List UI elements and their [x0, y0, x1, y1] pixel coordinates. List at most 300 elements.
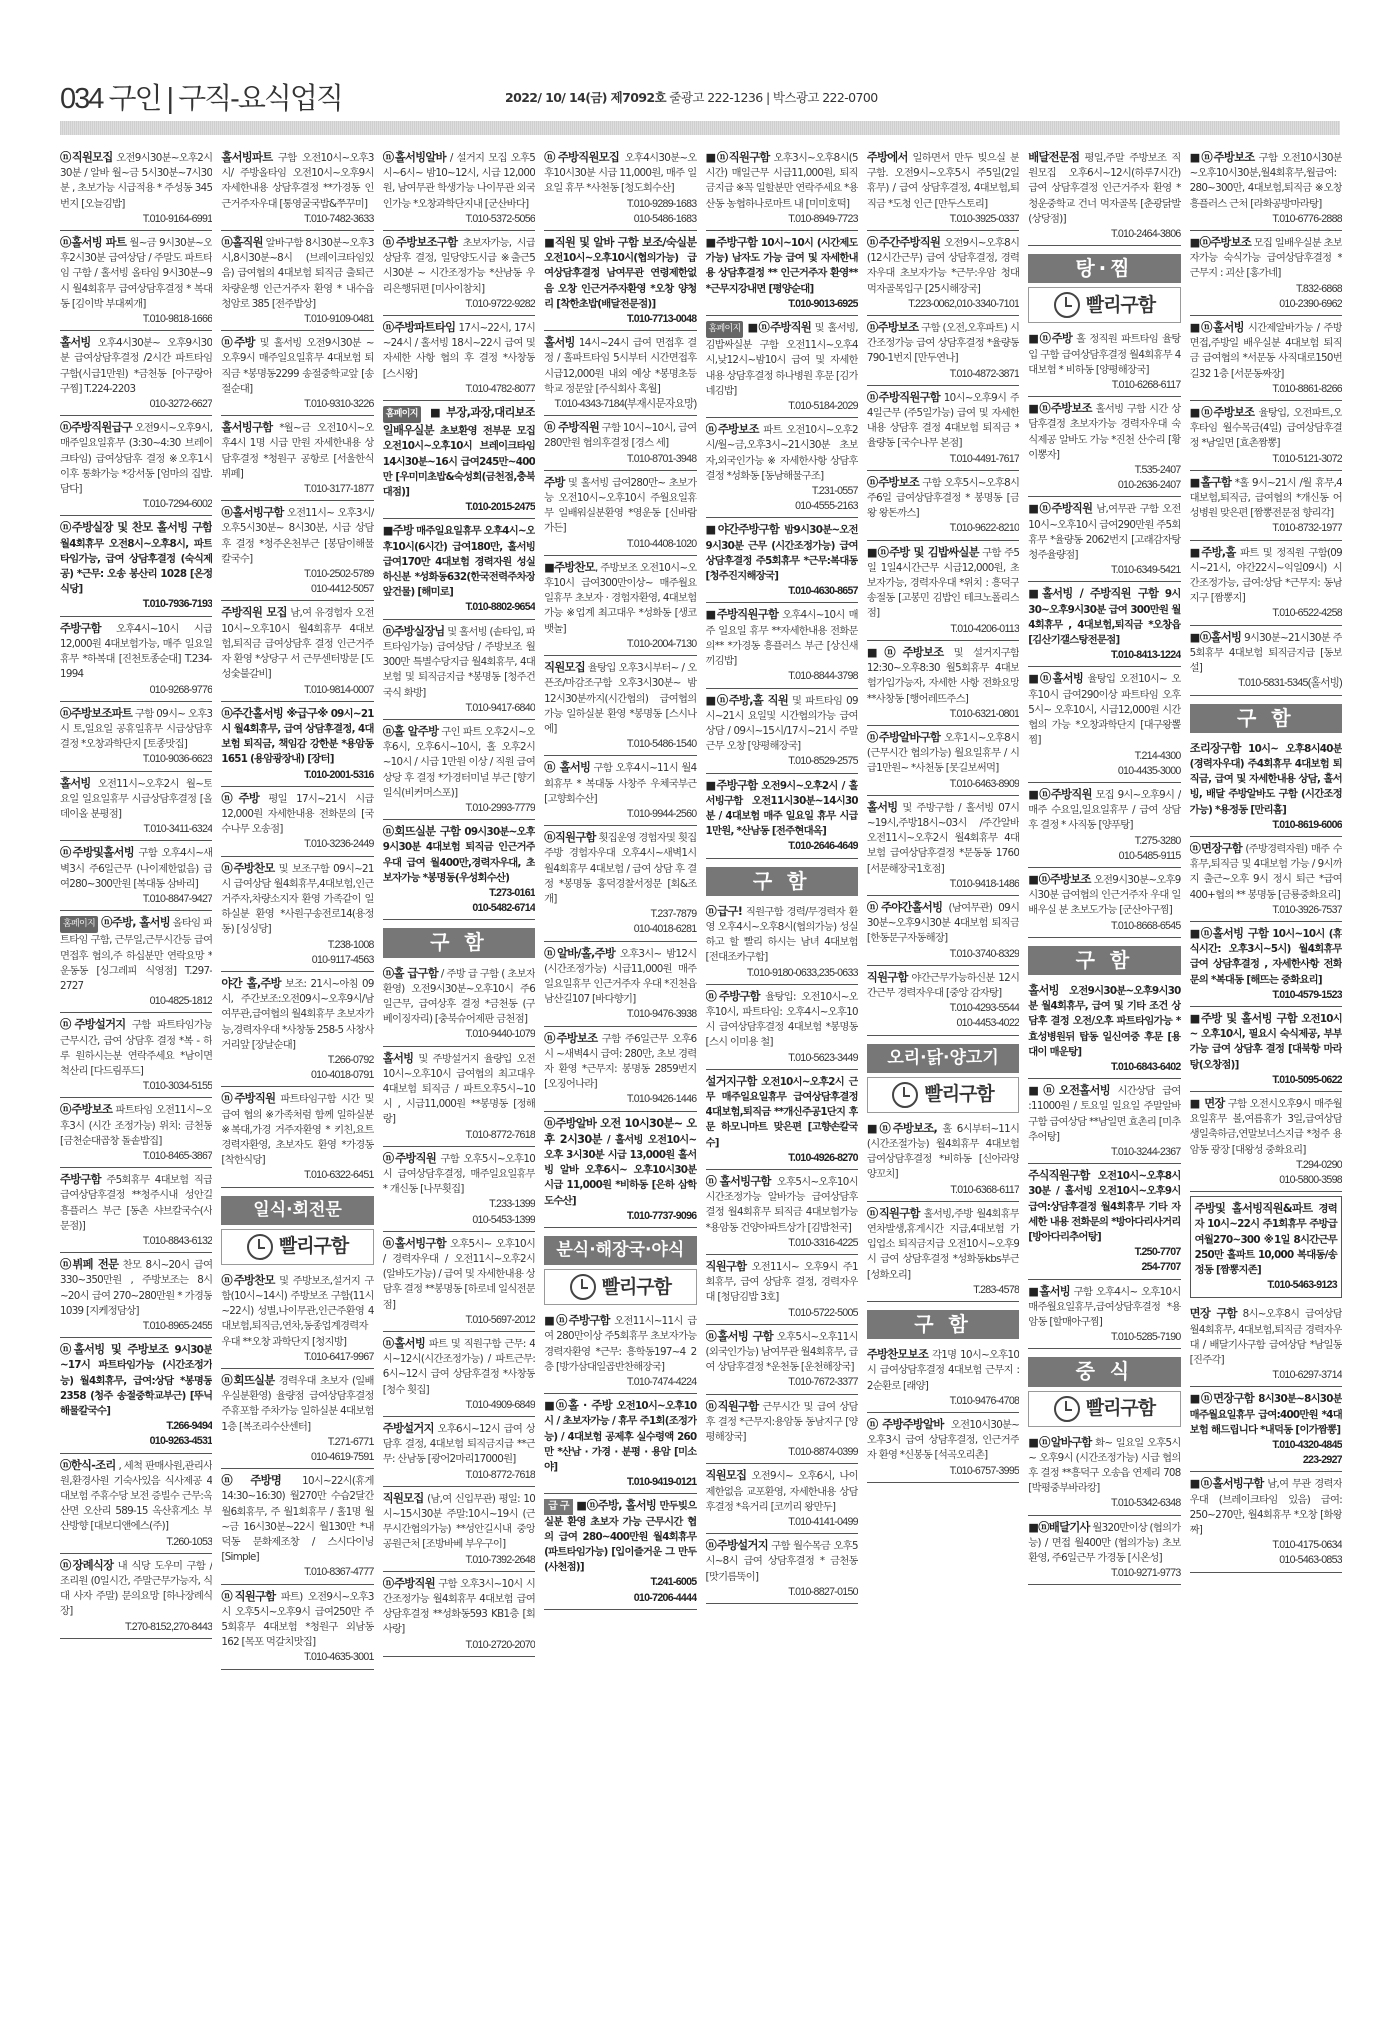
listing-title: ■홀서빙 / 주방직원 구함	[1028, 587, 1159, 601]
listing-phone: T.010-6321-0801	[949, 707, 1020, 720]
listing-details: 남,여 무관 경력자 우대 (브레이크타임 있음) 급여: 250~270만, 월4회휴무 *오창 [화왕짜]	[1189, 1478, 1342, 1537]
listing-details: 경력자 10시~22시 주1회휴무 주방급여월270~300 ※1일 8시간근무 250만 홀파트 10,000 복대동/송정동 [짬뽕지존]	[1194, 1203, 1337, 1276]
listing-title: ■ⓝ배달기사	[1028, 1520, 1090, 1534]
job-listing	[60, 516, 212, 616]
listing-body	[1028, 872, 1180, 919]
listing-phone: T.010-5095-0622	[1272, 1073, 1342, 1086]
listing-details: 및 보조구함 09시~21시 급여상담 월4회휴무,4대보험,인근거주자,차량소지자 환영 가족같이 일하실분 환영 *사원구송전로14(용정동) [싱싱당]	[221, 862, 374, 936]
listing-details: 및 홀서빙 급여280만~ 초보가능 오전10시~오후10시 주월요일휴무 일배워실분환영 *영운동 [신바람가든]	[544, 476, 697, 535]
listing-title: ■ⓝ홀서빙	[1189, 321, 1244, 335]
listing-details: 월320만이상 (협의가능) / 면접 월400만 (협의가능) 초보환영, 주6일근무 가경동 [시온성]	[1028, 1521, 1181, 1565]
listing-title: ⓝ회뜨실분	[221, 1374, 275, 1388]
job-listing	[1028, 397, 1180, 497]
listing-body	[706, 1538, 858, 1585]
listing-phone: T.010-9109-0481	[304, 313, 374, 326]
listing-details: 오전10시~오후2시 근무 매주일요일휴무 급여상담후결정 4대보험,퇴직금 **개신주공1단지 후문 하모니마트 맞은편 [고향손칼국수]	[705, 1075, 858, 1149]
listing-title: ■직원 및 알바 구함 보조/숙실분	[544, 236, 697, 250]
listing-phone: T.010-9418-1486	[949, 877, 1020, 890]
listing-details: 구함 오후3시~10시 시간조정가능 월4회휴무 4대보험 급여 상담후결정 **성화동593 KB1층 [회사랑]	[382, 1577, 536, 1636]
listing-title: ⓝ주방, 홀서빙	[100, 916, 170, 930]
listing-body	[867, 1347, 1019, 1394]
listing-phone: T.010-4926-8270	[788, 1151, 858, 1164]
listing-phone: T.010-3244-2367	[1111, 1145, 1181, 1158]
listing-title: ■ⓝ주방보조	[1189, 406, 1255, 420]
listing-phone: 010-3272-6627	[149, 398, 213, 411]
job-listing	[544, 416, 696, 471]
listing-phone: T.273-0161	[489, 886, 536, 899]
listing-body	[383, 235, 535, 297]
listing-phone: 254-7707	[1141, 1261, 1181, 1274]
listing-phone: T.241-6005	[650, 1576, 697, 1589]
listing-phone: T.010-4579-1523	[1272, 988, 1342, 1001]
listing-title: 직원모집	[544, 661, 585, 675]
listing-details: 오후4시30분~오후10시30분 시급 11,000원, 매주 일요일 휴무 *사천동 [청도회수산]	[544, 152, 697, 195]
clock-icon	[1054, 1396, 1080, 1422]
listing-body	[60, 235, 212, 312]
listing-details: 시간제알바가능 / 주방면접,주방일 배우실분 4대보험 퇴직금 급여협의 *서문동 사직대로150번길32 1층 [서문동짜장]	[1189, 322, 1342, 380]
listing-details: 초보환영 전부문 모집 오전10시~오후10시 브레이크타임14시30분~16시 급여245만~400만 [우미미초밥&숙성회(금천점,충북대점)]	[382, 425, 536, 499]
job-listing	[1028, 582, 1180, 667]
listing-body	[60, 1017, 212, 1079]
listing-details: 오전9시~오후2시 / 홀서빙구함 오전11시30분~14시30분 / 4대보험 매주 일요일 휴무 시급1만원, *산남동 [전주현대옥]	[705, 779, 858, 838]
job-listing	[1190, 146, 1342, 231]
job-listing	[60, 1253, 212, 1338]
listing-body	[1190, 405, 1342, 452]
listing-details: 오전10시~오후8시30분 / 홀서빙 오전10시~오후9시 급여:상담후결정 월4회휴무 기타 자세한 내용 전화문의 *방아다리사거리 [방아다리추어탕]	[1028, 1170, 1181, 1243]
listing-title: ■ⓝ면장구함	[1189, 1392, 1254, 1406]
listing-phone: T.010-3411-6324	[143, 823, 213, 836]
listing-body	[867, 150, 1019, 212]
listing-title: ■ 면장	[1189, 1096, 1225, 1110]
listing-details: 파트 및 정직원 구함(09시~21시, 야간22시~익일09시) 시간조정가능, 급여:상담 *근무지: 동남지구 [짬뽕지]	[1189, 546, 1342, 605]
listing-phone: T.010-5342-6348	[1111, 1497, 1181, 1510]
listing-body	[60, 520, 212, 597]
listing-details: 알바구함 8시30분~오후3시,8시30분~8시 (브레이크타임있음) 급여협의 4대보험 퇴직금 출퇴근차량운행 인근거주자 환영 * 내수읍 청암로 385 [전주밥상]	[221, 237, 374, 310]
listing-phone: T.250-7707	[1134, 1246, 1181, 1259]
listing-body	[1190, 1476, 1342, 1538]
job-listing	[867, 231, 1019, 316]
listing-details: 및 홀서빙 (솥타입, 파트타임가능) 급여상담 / 주방보조 월300만 특별수당지급 월4회휴무, 4대보험 및 퇴직금지급 *봉명동 [청주건국식 화방]	[382, 625, 536, 699]
listing-title: ⓝ주야간홀서빙	[866, 900, 943, 914]
listing-body	[544, 235, 696, 312]
listing-details: 오후5시~ 오후10시 / 경력자우대 / 오전11시~오후2시(알바도가능) / 급여 및 자세한내용 상담후 결정 **봉명동 [하로네 일식전문점]	[382, 1237, 536, 1311]
listing-phone: T.010-9180-0633,235-0633	[746, 966, 858, 979]
listing-body	[706, 693, 858, 755]
listing-phone: T.260-1053	[166, 1535, 213, 1548]
listing-title: ■주방구함	[705, 236, 758, 250]
listing-body	[221, 505, 373, 567]
job-listing	[706, 1070, 858, 1170]
listing-phone: T.010-6417-9967	[304, 1350, 374, 1363]
listing-title: ⓝ주방찬모	[221, 1273, 275, 1287]
listing-phone: T.010-5372-5056	[465, 212, 536, 225]
listing-details: 구함 오전10시30분~오후10시30분,월4회휴무,월급여: 280~300만, 4대보험,퇴직금 ※오창 흥플러스 근처 [라화공방마라탕]	[1189, 152, 1342, 210]
listing-phone: T.214-4300	[1134, 749, 1181, 762]
listing-title: ■ⓝ주방보조	[1189, 236, 1252, 250]
listing-body	[706, 522, 858, 584]
listing-details: 오전11시~11시 급여 280만이상 주5회휴무 초보자가능 경력자환영 *근무: 흥학동197~4 2층 [방가삼대일곱반찬해장국]	[544, 1315, 697, 1373]
job-listing	[383, 1147, 535, 1232]
listing-phone: T.010-5285-7190	[1111, 1331, 1181, 1344]
listing-body	[706, 1174, 858, 1236]
listing-body	[867, 390, 1019, 452]
listing-title: 직원구함	[705, 1260, 747, 1273]
listing-title: ■주방 및 홀서빙 구함	[1189, 1011, 1297, 1025]
listing-details: 오전10시30분~ 오후3시 급여 상담후결정, 인근거주자 환영 *신봉동 [석곡오리촌]	[866, 1419, 1020, 1462]
listing-phone: T.010-4635-3001	[304, 1651, 374, 1664]
listing-body	[867, 475, 1019, 522]
listing-phone: T.010-7737-9096	[626, 1209, 697, 1222]
listing-details: 구함 파트타임가능 근무시간, 급여 상담후 결정 *복 - 하루 원하시는분 연락주세요 *남이면 척산리 [다드림푸드]	[60, 1019, 213, 1077]
listing-details: 구함 주6일근무 오후6시 ~새벽4시 급여: 280만, 초보 경력자 환영 *근무지: 봉명동 2859번지 [오징어나라]	[544, 1032, 697, 1091]
listing-title: ⓝ홀직원	[221, 236, 263, 250]
listing-title: ⓝ면장구함	[1189, 841, 1242, 855]
listing-title: ■ⓝ주방보조,	[866, 1121, 938, 1135]
job-listing	[221, 972, 373, 1087]
listing-title: ⓝ알바/홀,주방	[544, 946, 616, 960]
listing-phone: T.010-9289-1683	[626, 197, 697, 210]
listing-details: 오후4시30분~ 오후9시30분 급여상담후결정 /2시간 파트타임구함(시급1만원) *금천동 [아구랑아구찜] T.224-2203	[60, 337, 213, 395]
classified-column	[221, 146, 373, 2016]
listing-body	[1190, 320, 1342, 382]
job-listing	[383, 519, 535, 619]
category-header: 중 식	[1028, 1357, 1180, 1386]
listing-phone: 010-4825-1812	[149, 995, 213, 1008]
listing-phone: T.010-7672-3377	[788, 1376, 858, 1389]
job-listing	[544, 1309, 696, 1394]
listing-body	[383, 1236, 535, 1313]
listing-phone: T.010-9440-1079	[465, 1028, 536, 1041]
listing-body	[544, 660, 696, 737]
job-listing	[383, 1417, 535, 1487]
listing-title: ⓝ직원구함	[221, 1589, 276, 1603]
job-listing	[544, 1027, 696, 1112]
job-listing	[221, 501, 373, 601]
listing-phone: T.010-8772-7618	[465, 1128, 536, 1141]
listing-title: ⓝ직원모집	[60, 151, 113, 164]
classified-column	[867, 146, 1019, 2016]
listing-phone: T.010-8847-9427	[142, 892, 213, 905]
homepage-badge: 홈페이지	[383, 406, 421, 423]
listing-body	[383, 1421, 535, 1468]
listing-body	[221, 1373, 373, 1435]
listing-phone: T.010-8668-6545	[1111, 919, 1181, 932]
listing-details: 찬모 8시~20시 급여330~350만원 , 주방보조는 8시~20시 급여 270~280만원 * 가경동 1039 [지케정담상]	[60, 1259, 213, 1317]
job-listing	[706, 518, 858, 603]
urgent-hiring-label: 빨리구함	[601, 1275, 672, 1298]
listing-phone: T.010-8802-9654	[465, 601, 536, 614]
job-listing	[1028, 1516, 1180, 1586]
job-listing	[60, 1338, 212, 1453]
listing-details: 오후3시~ 밤12시 (시간조정가능) 시급11,000원 매주일요일휴무 인근거주자 우대 *진천읍 남산길107 [바다향기]	[544, 947, 697, 1006]
listing-title: ⓝ주방	[221, 336, 255, 350]
classifieds-columns	[60, 146, 1342, 2016]
listing-phone: T.010-6297-3714	[1272, 1369, 1342, 1382]
job-listing	[1190, 837, 1342, 922]
listing-phone: T.010-8843-6132	[142, 1235, 213, 1247]
listing-title: ⓝ주간주방직원	[866, 236, 941, 250]
listing-title: 주방구함	[60, 1173, 101, 1187]
listing-details: 시간상담 급여 :11000원 / 토요일 일요일 주말알바구함 급여상담 **남일면 효촌리 [미추추어탕]	[1028, 1085, 1181, 1143]
listing-title: ⓝ주방찬모	[221, 861, 275, 875]
job-listing	[1028, 497, 1180, 582]
listing-body	[1028, 501, 1180, 563]
listing-body	[221, 235, 373, 312]
job-listing	[1028, 667, 1180, 782]
listing-phone: T.010-4909-6849	[465, 1398, 536, 1411]
listing-details: 및 홀서빙,김밥싸실분 구함 오전11시~오후4시,낮12시~밤10시 급여 및 자세한내용 상담후결정 하나병원 후문 [김가네김밥]	[705, 322, 858, 397]
listing-details: 화~ 일요일 오후5시~ 오후9시 (시간조정가능) 시급 협의 후 결정 **흥덕구 오송읍 연제리 708 [박평중부바라캉]	[1028, 1436, 1181, 1495]
job-listing	[867, 726, 1019, 796]
listing-details: 오전10시~오후10시(협의가능) 급여상담후결정 남여무관 연령제한없음 오창 인근거주자환영 *오창 양청리 [착한초밥(배달전문점)]	[544, 252, 697, 310]
job-listing	[383, 820, 535, 920]
job-listing	[867, 641, 1019, 726]
listing-title: ■ⓝ홀서빙 구함	[1189, 926, 1269, 940]
job-listing	[1190, 737, 1342, 837]
listing-details: *홀 9시~21시 /월 휴무,4대보험,퇴직금, 급여협의 *개신동 어성병원 맞은편 [짬뽕전문점 향리각]	[1189, 476, 1342, 520]
job-listing	[706, 1534, 858, 1604]
listing-phone: T.010-2720-2070	[465, 1638, 536, 1651]
listing-details: 구함 오후5시~오후10시 급여상담후결정, 매주일요일휴무 * 개신동 [나무횟집]	[382, 1152, 536, 1196]
job-listing	[1028, 783, 1180, 868]
listing-title: ⓝ주방직원급구	[60, 421, 132, 435]
job-listing	[544, 231, 696, 331]
listing-body	[1190, 475, 1342, 522]
listing-phone: T.010-6368-6117	[950, 1183, 1020, 1196]
job-listing	[60, 1098, 212, 1168]
listing-title: ■ⓝ주방, 홀서빙	[575, 1499, 657, 1513]
job-listing	[1028, 1079, 1180, 1164]
listing-title: ■ⓝ주방보조	[1028, 872, 1091, 886]
listing-phone: T.010-2015-2475	[465, 501, 536, 514]
listing-title: 주방에서	[866, 151, 908, 164]
listing-details: 9시30분~21시30분 주5회휴무 4대보험 퇴직금지급 [동보설]	[1189, 631, 1342, 675]
listing-title: 주방	[544, 475, 565, 489]
listing-title: ■주방,홀	[1189, 545, 1236, 559]
listing-body	[1028, 150, 1180, 227]
listing-title: ⓝ홀서빙 및 주방보조	[60, 1343, 169, 1357]
listing-phone: 010-4555-2163	[795, 500, 858, 513]
ad-contacts: 줄광고 222-1236 | 박스광고 222-0700	[669, 90, 878, 105]
listing-phone: T.010-9476-4708	[949, 1394, 1020, 1407]
listing-title: ⓝ주방보조	[60, 1103, 113, 1117]
listing-details: 남,여 유경험자 오전10시~오후10시 월4회휴무 4대보험,퇴직금 급여상담후 결정 인근거주자 환영 *상당구 서 근무센터방문 [도성숯불갈비]	[221, 607, 374, 681]
listing-phone: T.275-3280	[1134, 834, 1181, 847]
listing-title: ■주방직원구함	[705, 608, 779, 622]
listing-phone: T.010-4491-7617	[949, 452, 1020, 465]
listing-body	[383, 1051, 535, 1128]
job-listing	[383, 720, 535, 820]
listing-title: ⓝ장례식장	[60, 1558, 114, 1572]
listing-title: 주방및 홀서빙직원&파트	[1194, 1202, 1313, 1216]
listing-body	[706, 422, 858, 484]
listing-body	[383, 1151, 535, 1198]
listing-body	[706, 1259, 858, 1306]
listing-phone: T.010-5831-5345(홀서빙)	[1238, 677, 1342, 690]
listing-details: 구함 10시~10시, 급여 280만원 협의후결정 [경스 세]	[544, 422, 697, 450]
listing-body	[867, 235, 1019, 297]
listing-body	[383, 1491, 535, 1553]
listing-body	[383, 405, 535, 500]
job-listing	[706, 985, 858, 1070]
clock-icon	[570, 1274, 596, 1300]
job-listing	[867, 471, 1019, 541]
listing-phone: T.010-3316-4225	[788, 1236, 858, 1249]
listing-body	[383, 150, 535, 212]
listing-body	[706, 1329, 858, 1376]
listing-details: 오후5시~오후11시 (외국인가능) 남여무관 월4회휴무, 급여 상담후결정 *운천동 [운천해장국]	[705, 1330, 858, 1374]
listing-title: ⓝ뷔페 전문	[60, 1258, 119, 1272]
listing-title: ⓝ주방주방알바	[866, 1418, 944, 1432]
listing-body	[1028, 586, 1180, 648]
listing-phone: T.010-8772-7618	[465, 1468, 536, 1481]
listing-phone: T.010-4320-4845	[1272, 1439, 1342, 1452]
listing-body	[706, 320, 858, 399]
listing-details: 경력우대 초보자 (일배우실분환영) 율량점 급여상담후결정 주휴포함 주차가능 일하실분 4대보험 1층 [복조리수산센터]	[221, 1375, 374, 1433]
category-header: 구 함	[383, 928, 535, 957]
listing-body	[544, 1116, 696, 1209]
listing-details: 일하면서 만두 빚으실 분 구함. 오전9시~오후5시 주5일(2일휴무) / 급여 상담후결정, 4대보험,퇴직금 *도청 인근 [만두스토리]	[866, 152, 1020, 210]
listing-body	[1190, 630, 1342, 677]
listing-details: / 홀서빙 오전10시~오후 3시30분 시급 13,000원 홀서빙 알바 오후6시~ 오후10시30분 시급 11,000원 *비하동 [은하 삼학도수산]	[544, 1133, 697, 1207]
listing-title: 직원구함	[866, 970, 908, 984]
listing-phone: T.237-7879	[650, 908, 697, 921]
listing-body	[1190, 1096, 1342, 1158]
urgent-hiring-label: 빨리구함	[1085, 293, 1156, 316]
job-listing	[221, 146, 373, 231]
listing-title: ⓝ직원구함	[866, 1206, 920, 1220]
listing-phone: T.010-6322-6451	[304, 1169, 374, 1182]
job-listing	[867, 316, 1019, 386]
listing-phone: 010-4435-3000	[1117, 764, 1181, 777]
job-listing	[60, 617, 212, 702]
job-listing	[706, 316, 858, 418]
listing-details: *월~금 오전10시~오후4시 1명 시급 만원 자세한내용 상담후결정 *청원구 공항로 [서울한식뷔페]	[221, 422, 374, 480]
listing-details: 구함 주5일 1일4시간근무 시급12,000원, 초보자가능, 경력자우대 *위치 : 흥덕구 송절동 [고봉민 김밥인 테크노폴리스점]	[866, 546, 1020, 620]
listing-phone: T.010-6757-3995	[949, 1464, 1020, 1477]
listing-phone: T.010-6268-6117	[1111, 379, 1181, 392]
listing-phone: T.010-9013-6925	[788, 297, 858, 310]
listing-title: ⓝ홀서빙	[382, 1337, 426, 1351]
listing-title: 주방찬모보조	[866, 1348, 929, 1362]
listing-details: 17시~22시, 17시~24시 / 홀서빙 18시~22시 급여 및 자세한 사항 협의 후 결정 *사창동 [스시왕]	[382, 322, 536, 380]
listing-title: 면장 구함	[1189, 1307, 1237, 1321]
listing-phone: T.010-7936-7193	[142, 598, 213, 611]
listing-title: ⓝ주방파트타임	[382, 321, 456, 335]
job-listing	[383, 316, 535, 401]
job-listing	[1190, 1472, 1342, 1572]
listing-phone: T.010-9476-3938	[626, 1008, 697, 1021]
listing-title: ■ⓝ주방직원	[746, 321, 812, 335]
listing-details: 오전11시~ 오후3시/ 오후5시30분~ 8시30분, 시급 상담후 결정 *청주온천부근 [봉담이해물칼국수]	[221, 507, 374, 565]
listing-body	[383, 724, 535, 801]
page-number: 034	[60, 83, 103, 115]
job-listing	[544, 146, 696, 231]
job-listing	[60, 841, 212, 911]
job-listing	[867, 541, 1019, 641]
job-listing	[221, 331, 373, 416]
job-listing	[544, 331, 696, 416]
listing-body	[544, 760, 696, 807]
listing-title: ⓝ주방구함	[705, 989, 760, 1003]
listing-title: 홀서빙	[544, 336, 575, 350]
listing-title: 주방구함	[60, 621, 101, 635]
listing-details: 구인 파트 오후2시~오후6시, 오후6시~10시, 홀 오후2시~10시 / 시급 1만원 이상 / 직원 급여 상당 후 결정 *가경터미널 부근 [향기일식(비커머스포)]	[382, 725, 536, 799]
classified-column	[544, 146, 696, 2016]
listing-title: ■ⓝ주방직원	[1028, 787, 1092, 801]
listing-title: 홀서빙	[866, 800, 898, 814]
listing-title: 홀서빙	[382, 1051, 414, 1065]
listing-title: ⓝ홀 알주방	[382, 724, 439, 738]
listing-details: 모집 일배우실분 초보자가능 숙식가능 급여상담후결정 * 근무지 : 괴산 [홍가네]	[1189, 237, 1342, 280]
listing-title: 직원모집	[382, 1491, 424, 1505]
listing-title: ⓝ직원구함	[544, 831, 596, 845]
listing-details: 홀서빙 구함 시간 상담후결정 초보자가능 경력자우대 숙식제공 알바도 가능 *진천 산수리 [황이뽕자]	[1028, 403, 1181, 461]
listing-details: 주5회휴무 4대보험 직급 급여상담후결정 **청주시내 성안길 흥플러스 부근 [동촌 샤브칼국수(사문점)]	[60, 1174, 213, 1232]
listing-title: ⓝ주방직원	[382, 1151, 437, 1165]
listing-body	[706, 607, 858, 669]
job-listing	[867, 796, 1019, 896]
listing-phone: T.010-8844-3798	[788, 670, 858, 683]
listing-phone: T.010-5697-2012	[465, 1313, 536, 1326]
listing-phone: 010-7206-4444	[633, 1591, 697, 1604]
listing-details: 홀 6시부터~11시 (시간조절가능) 월4회휴무 4대보험 급여상담후결정 *비하동 [신아라양 양꼬치]	[866, 1122, 1020, 1181]
listing-title: ■ⓝ홀서빙	[1028, 672, 1084, 686]
listing-title: 주방설거지	[382, 1422, 434, 1436]
listing-body	[1190, 926, 1342, 988]
job-listing	[706, 1255, 858, 1325]
listing-title: 홀서빙구함	[221, 421, 273, 435]
listing-details: 오전9시30분~오후9시30분 급여협의 인근거주자 우대 일배우실 분 초보도가능 [군산아구찜]	[1028, 873, 1181, 917]
clock-icon	[247, 1234, 273, 1260]
job-listing	[1190, 1007, 1342, 1092]
listing-body	[706, 989, 858, 1051]
job-listing	[1028, 979, 1180, 1079]
category-header: 오리·닭·양고기	[867, 1044, 1019, 1073]
classified-column	[706, 146, 858, 2016]
listing-phone: T.010-5623-3449	[788, 1051, 858, 1064]
homepage-badge: 홈페이지	[60, 916, 98, 933]
listing-phone: T.010-5184-2029	[788, 400, 858, 413]
job-listing	[706, 1395, 858, 1465]
urgent-hiring-label: 빨리구함	[1085, 1397, 1156, 1419]
listing-body	[221, 150, 373, 212]
listing-phone: T.010-3740-8329	[949, 947, 1020, 960]
job-listing	[383, 1332, 535, 1417]
listing-details: , 세척 판매사원,관리사원,환경사원 기숙사있음 식사제공 4대보험 주휴수당 보전 증빌수 근무:옥산면 오산리 589-15 옥산휴게소 부산방향 [대보디앤에스(주)]	[60, 1459, 213, 1533]
listing-phone: T.010-7713-0048	[626, 313, 697, 326]
listing-title: ⓝ주방실장님	[382, 624, 445, 638]
job-listing	[544, 1112, 696, 1228]
listing-details: 10시~ 오후8시40분 (경력자우대) 주4회휴무 4대보험 퇴직금, 급여 및 자세한내용 상담, 홀서빙, 배달 주방알바도 구함 (시간조정가능) *용정동 [만리홈]	[1189, 742, 1342, 816]
listing-body	[221, 1473, 373, 1565]
listing-title: ⓝ주방및홀서빙	[60, 846, 134, 860]
job-listing	[221, 1585, 373, 1670]
listing-title: 야간 홀,주방	[221, 976, 281, 990]
listing-title: ⓝ직원구함	[705, 1399, 759, 1413]
listing-details: 오전9시30분~오후9시30분 월4회휴무, 급여 및 기타 조건 상담후 결정 오전/오후 파트타임가능 *효성병원뒤 탑동 일신여중 후문 [용대이 매운탕]	[1028, 984, 1181, 1058]
listing-title: 주식직원구함	[1028, 1169, 1090, 1183]
category-header: 분식·해장국·야식	[544, 1236, 696, 1265]
listing-body	[867, 900, 1019, 947]
listing-title: ⓝ주방보조	[866, 321, 919, 335]
listing-phone: T.010-4206-0113	[950, 622, 1020, 635]
listing-title: ■주방	[382, 524, 414, 538]
job-listing	[544, 942, 696, 1027]
listing-details: 올타임 파트타임 구함, 근무일,근무시간등 급여 면접후 협의,주 하십분만 연락요망 * 운동동 [싱그레피 식영점] T.297-2727	[60, 917, 213, 992]
job-listing	[1190, 541, 1342, 626]
listing-details: 구함 오후5시~오후8시 주6일 급여상담후결정 * 봉명동 [금왕 왕돈까스]	[866, 476, 1020, 520]
